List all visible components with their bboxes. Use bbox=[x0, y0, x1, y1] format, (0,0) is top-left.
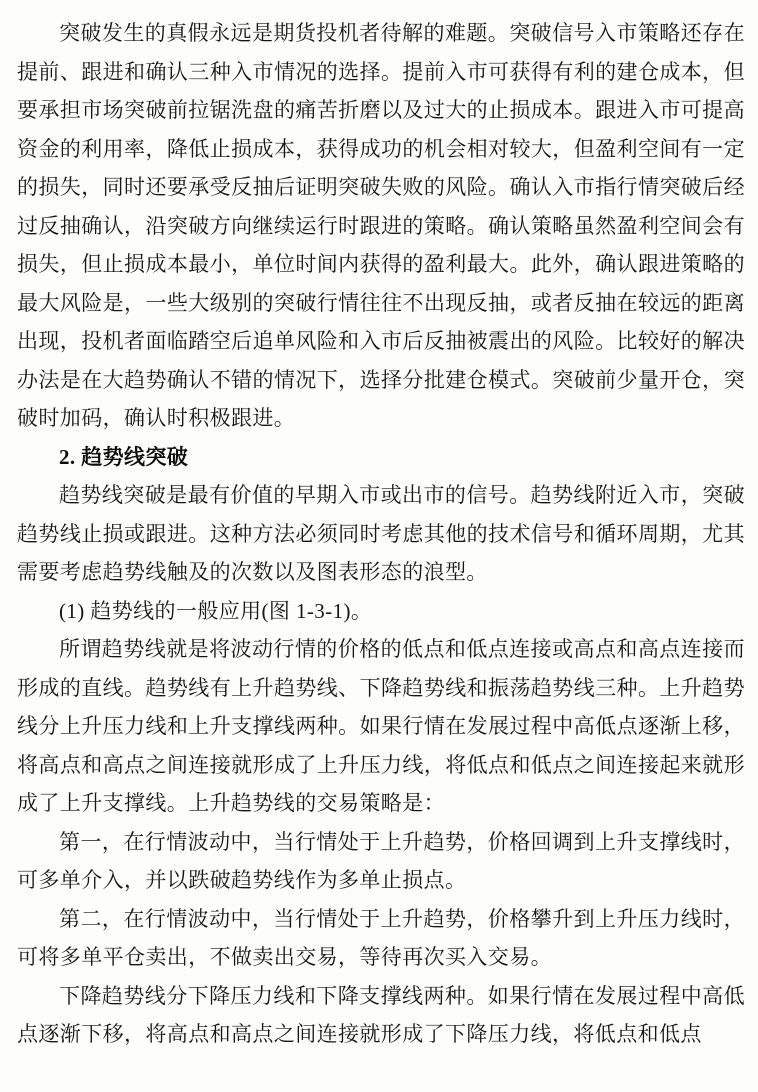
paragraph-trendline-general-application: (1) 趋势线的一般应用(图 1-3-1)。 bbox=[59, 598, 373, 623]
paragraph-strategy-second: 第二，在行情波动中，当行情处于上升趋势，价格攀升到上升压力线时，可将多单平仓卖出，不做卖出交易，等待再次买入交易。 bbox=[17, 906, 745, 969]
section-heading-trendline-breakout: 2. 趋势线突破 bbox=[59, 444, 189, 469]
paragraph-strategy-first: 第一，在行情波动中，当行情处于上升趋势，价格回调到上升支撑线时，可多单介入，并以跌破趋势线作为多单止损点。 bbox=[17, 829, 745, 892]
paragraph-downtrend-lines: 下降趋势线分下降压力线和下降支撑线两种。如果行情在发展过程中高低点逐渐下移，将高点和高点之间连接就形成了下降压力线，将低点和低点 bbox=[17, 983, 745, 1046]
document-body bbox=[17, 14, 745, 1054]
paragraph-trendline-definition: 所谓趋势线就是将波动行情的价格的低点和低点连接或高点和高点连接而形成的直线。趋势线有上升趋势线、下降趋势线和振荡趋势线三种。上升趋势线分上升压力线和上升支撑线两种。如果行情在发展过程中高低点逐渐上移，将高点和高点之间连接就形成了上升压力线，将低点和低点之间连接起来就形成了上升支撑线。上升趋势线的交易策略是： bbox=[17, 637, 745, 815]
paragraph-breakout-entry-strategies: 突破发生的真假永远是期货投机者待解的难题。突破信号入市策略还存在提前、跟进和确认三种入市情况的选择。提前入市可获得有利的建仓成本，但要承担市场突破前拉锯洗盘的痛苦折磨以及过大的止损成本。跟进入市可提高资金的利用率，降低止损成本，获得成功的机会相对较大，但盈利空间有一定的损失，同时还要承受反抽后证明突破失败的风险。确认入市指行情突破后经过反抽确认，沿突破方向继续运行时跟进的策略。确认策略虽然盈利空间会有损失，但止损成本最小，单位时间内获得的盈利最大。此外，确认跟进策略的最大风险是，一些大级别的突破行情往往不出现反抽，或者反抽在较远的距离出现，投机者面临踏空后追单风险和入市后反抽被震出的风险。比较好的解决办法是在大趋势确认不错的情况下，选择分批建仓模式。突破前少量开仓，突破时加码，确认时积极跟进。 bbox=[17, 21, 745, 430]
paragraph-trendline-breakout-intro: 趋势线突破是最有价值的早期入市或出市的信号。趋势线附近入市，突破趋势线止损或跟进。这种方法必须同时考虑其他的技术信号和循环周期，尤其需要考虑趋势线触及的次数以及图表形态的浪型。 bbox=[17, 483, 745, 584]
